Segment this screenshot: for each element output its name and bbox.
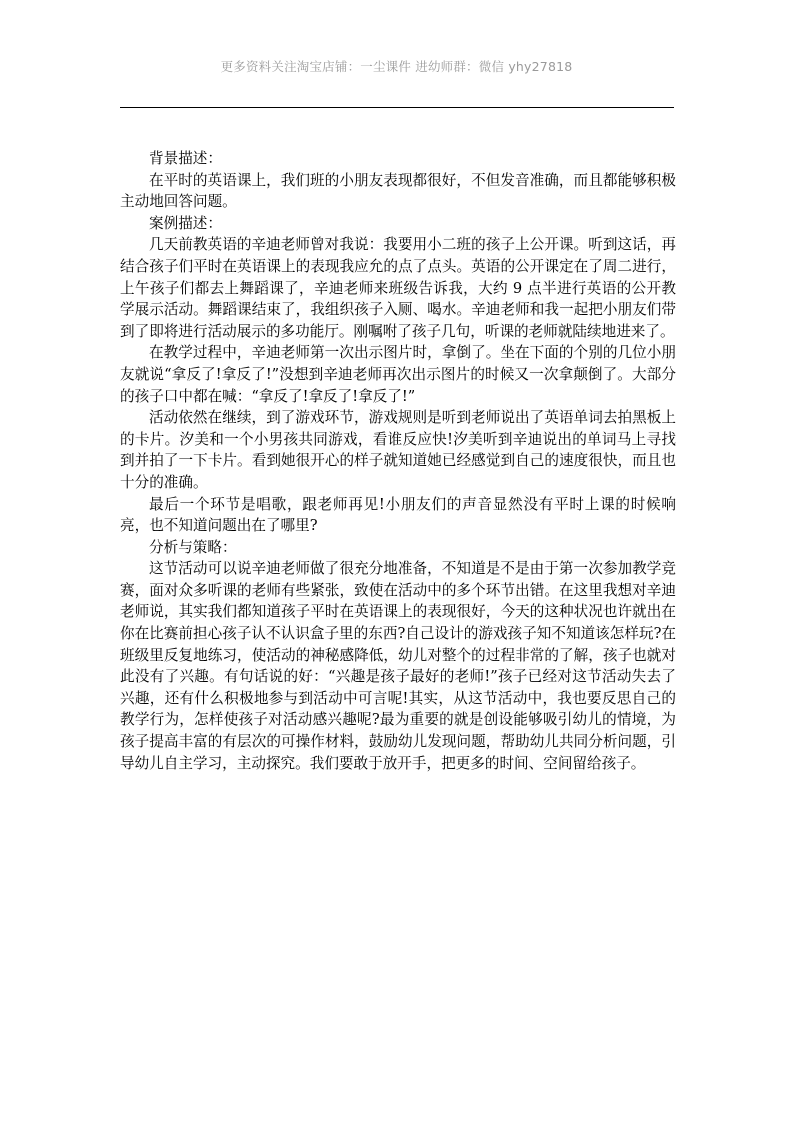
heading-analysis: 分析与策略： bbox=[149, 538, 237, 556]
heading-case: 案例描述： bbox=[149, 214, 222, 232]
paragraph-analysis: 这节活动可以说辛迪老师做了很充分地准备，不知道是不是由于第一次参加教学竞赛，面对众多听课的老师有些紧张，致使在活动中的多个环节出错。在这里我想对辛迪老师说，其实我们都知道孩子平时在英语课上的表现很好，今天的这种状况也许就出在你在比赛前担心孩子认不认识盒子里的东西?自己设计的游戏孩子知不知道该怎样玩?在班级里反复地练习，使活动的神秘感降低，幼儿对整个的过程非常的了解，孩子也就对此没有了兴趣。有句话说的好：“兴趣是孩子最好的老师!”孩子已经对这节活动失去了兴趣，还有什么积极地参与到活动中可言呢!其实，从这节活动中，我也要反思自己的教学行为，怎样使孩子对活动感兴趣呢?最为重要的就是创设能够吸引幼儿的情境，为孩子提高丰富的有层次的可操作材料，鼓励幼儿发现问题，帮助幼儿共同分析问题，引导幼儿自主学习，主动探究。我们要敢于放开手，把更多的时间、空间留给孩子。 bbox=[120, 560, 676, 772]
paragraph-background: 在平时的英语课上，我们班的小朋友表现都很好，不但发音准确，而且都能够积极主动地回答问题。 bbox=[120, 171, 676, 211]
paragraph-case-4: 最后一个环节是唱歌，跟老师再见!小朋友们的声音显然没有平时上课的时候响亮，也不知道问题出在了哪里? bbox=[120, 495, 676, 535]
document-body bbox=[120, 148, 676, 774]
paragraph-case-3: 活动依然在继续，到了游戏环节，游戏规则是听到老师说出了英语单词去拍黑板上的卡片。汐美和一个小男孩共同游戏，看谁反应快!汐美听到辛迪说出的单词马上寻找到并拍了一下卡片。看到她很开心的样子就知道她已经感觉到自己的速度很快，而且也十分的准确。 bbox=[120, 409, 676, 491]
page-header: 更多资料关注淘宝店铺：一尘课件 进幼师群：微信 yhy27818 bbox=[220, 59, 573, 74]
header-rule bbox=[120, 107, 674, 108]
heading-background: 背景描述： bbox=[149, 150, 222, 167]
paragraph-case-2: 在教学过程中，辛迪老师第一次出示图片时，拿倒了。坐在下面的个别的几位小朋友就说“拿反了!拿反了!”没想到辛迪老师再次出示图片的时候又一次拿颠倒了。大部分的孩子口中都在喊：“拿反了!拿反了!拿反了!” bbox=[120, 344, 676, 405]
paragraph-case-1: 几天前教英语的辛迪老师曾对我说：我要用小二班的孩子上公开课。听到这话，再结合孩子们平时在英语课上的表现我应允的点了点头。英语的公开课定在了周二进行，上午孩子们都去上舞蹈课了，辛迪老师来班级告诉我，大约 9 点半进行英语的公开教学展示活动。舞蹈课结束了，我组织孩子入厕、喝水。辛迪老师和我一起把小朋友们带到了即将进行活动展示的多功能厅。刚嘱咐了孩子几句，听课的老师就陆续地进来了。 bbox=[120, 236, 676, 340]
